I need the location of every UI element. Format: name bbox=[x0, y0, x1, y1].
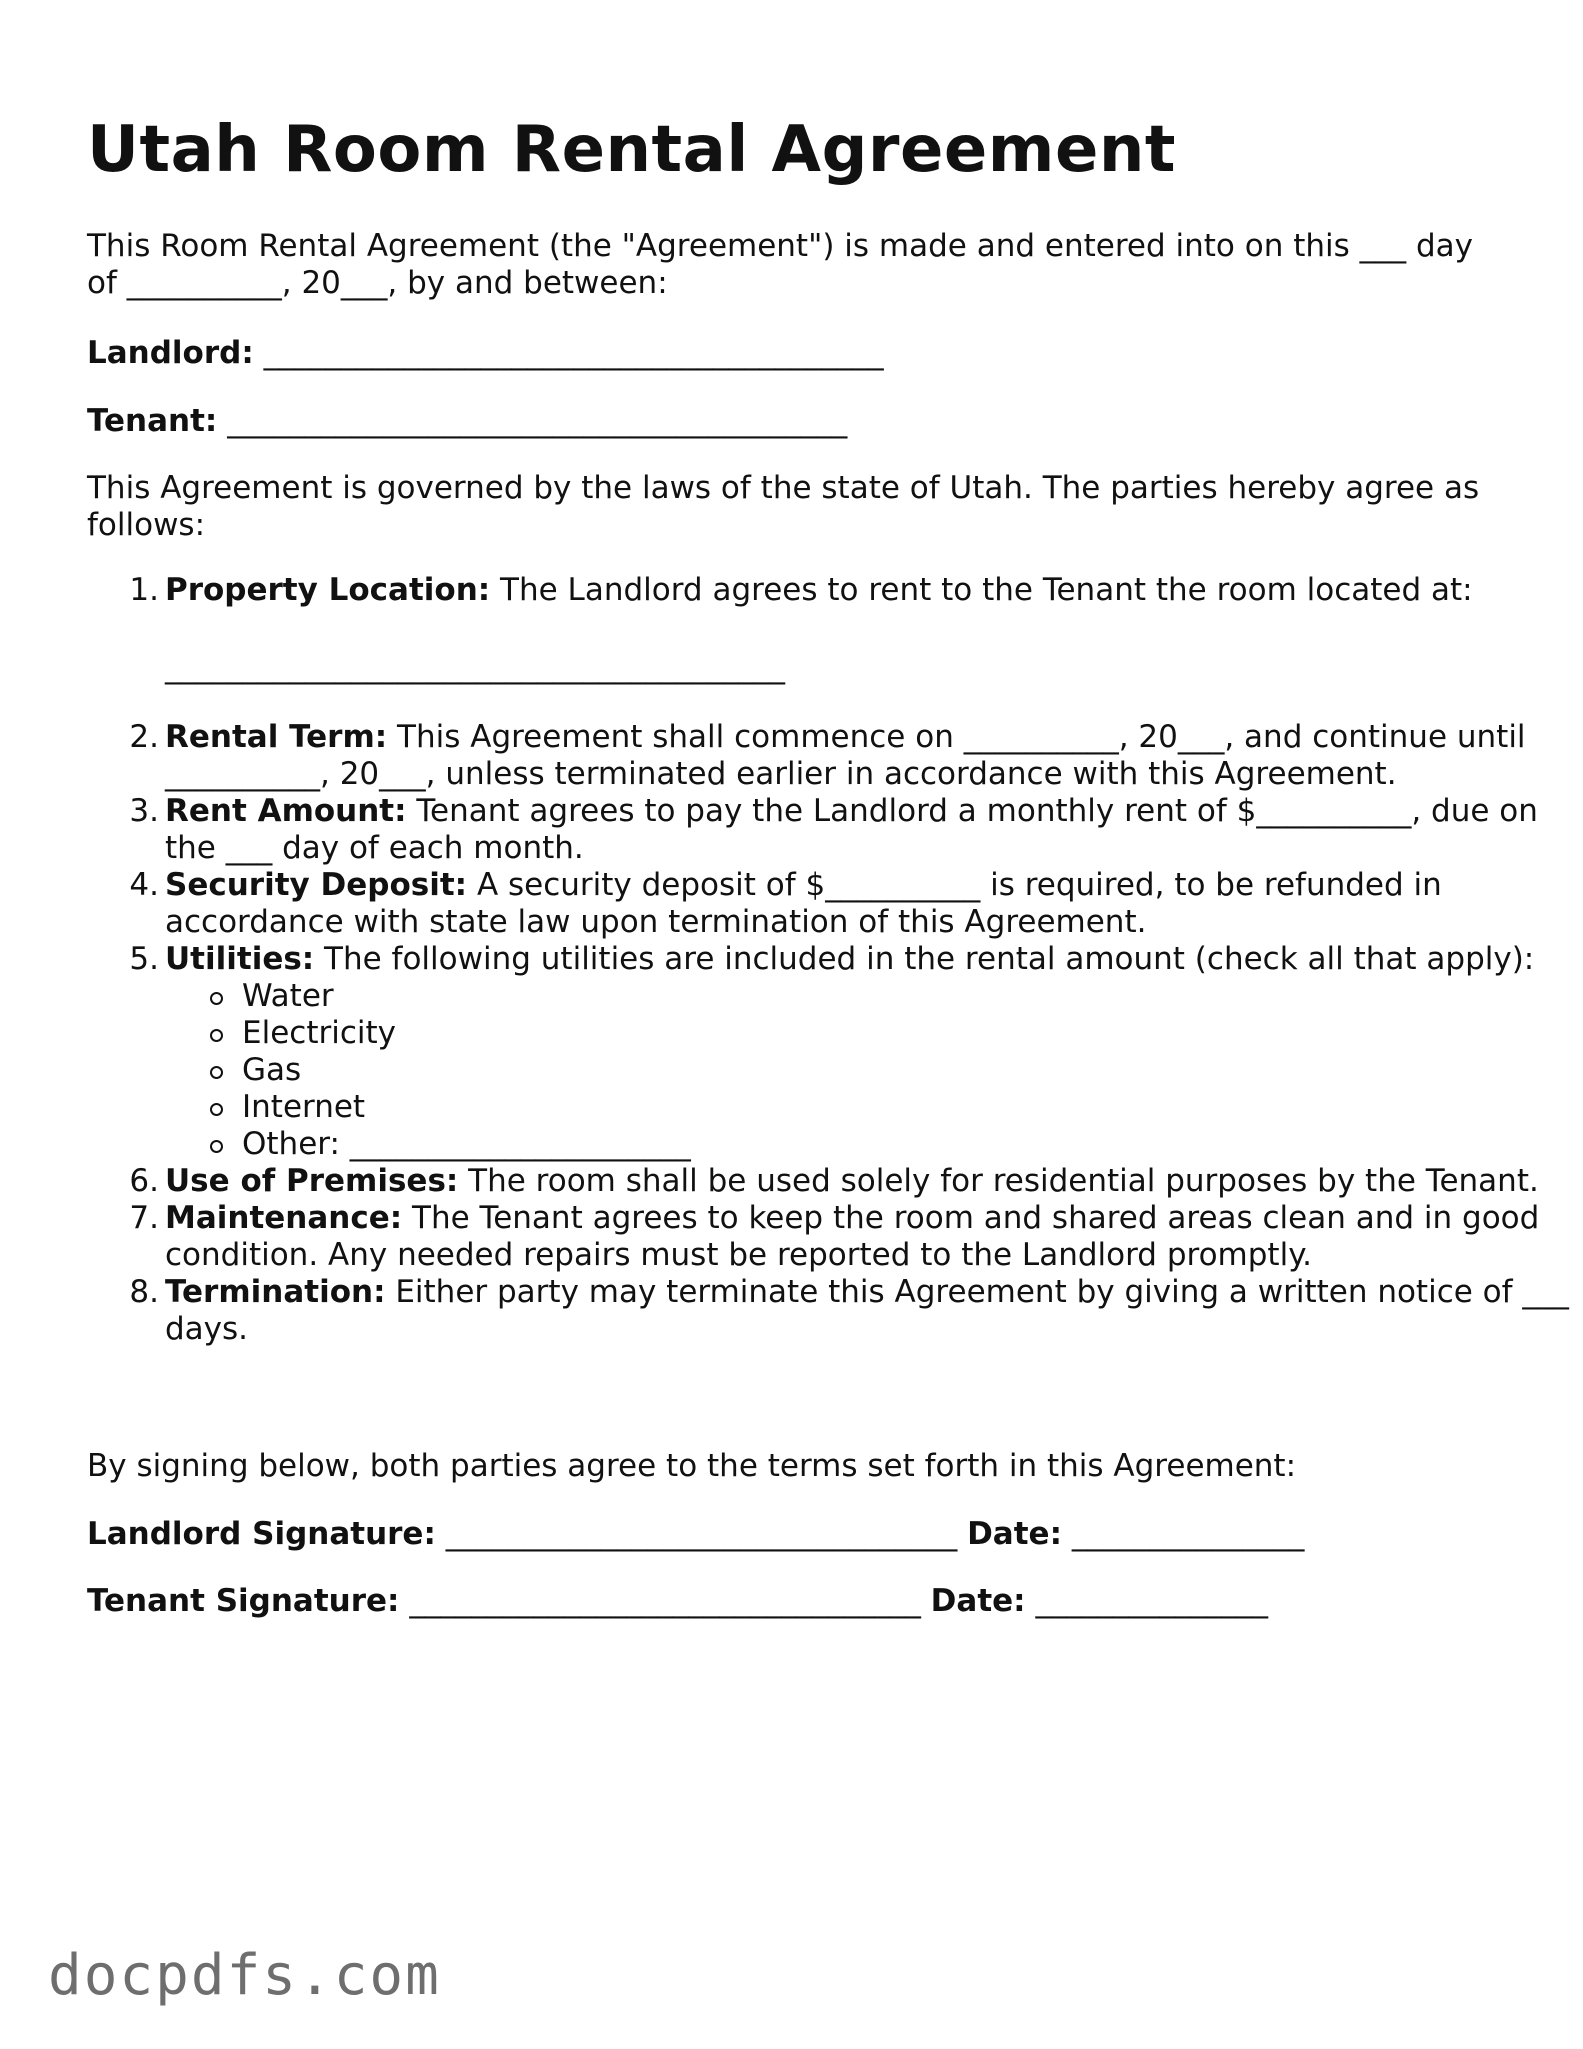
landlord-date-blank[interactable]: _______________ bbox=[1071, 1516, 1305, 1552]
term-text: Tenant agrees to pay the Landlord a monthly rent of $__________, due on the ___ day of each month. bbox=[165, 793, 1538, 866]
term-label: Use of Premises: bbox=[165, 1163, 459, 1199]
utility-option-gas[interactable]: Gas bbox=[242, 1052, 1583, 1089]
governing-law-paragraph: This Agreement is governed by the laws of the state of Utah. The parties hereby agree as follows: bbox=[87, 470, 1480, 543]
landlord-label: Landlord: bbox=[87, 335, 254, 371]
term-label: Termination: bbox=[165, 1274, 386, 1310]
term-property-location bbox=[165, 572, 1583, 686]
tenant-date-label: Date: bbox=[930, 1583, 1026, 1619]
watermark-text: docpdfs.com bbox=[48, 1943, 441, 2008]
tenant-field bbox=[87, 403, 1507, 440]
landlord-blank[interactable]: ________________________________________ bbox=[263, 335, 884, 371]
term-rental-term bbox=[165, 719, 1583, 793]
term-text: This Agreement shall commence on __________, 20___, and continue until __________, 20___, unless terminated earlier in accordance with this Agreement. bbox=[165, 719, 1526, 792]
document-title: Utah Room Rental Agreement bbox=[87, 113, 1176, 187]
term-utilities bbox=[165, 941, 1583, 1163]
term-security-deposit bbox=[165, 867, 1583, 941]
tenant-signature-label: Tenant Signature: bbox=[87, 1583, 400, 1619]
term-text: The Landlord agrees to rent to the Tenant the room located at: bbox=[500, 572, 1473, 608]
landlord-signature-blank[interactable]: _________________________________ bbox=[445, 1516, 958, 1552]
utility-option-other[interactable]: Other: ______________________ bbox=[242, 1126, 1583, 1163]
tenant-label: Tenant: bbox=[87, 403, 218, 439]
term-maintenance bbox=[165, 1200, 1583, 1274]
term-use-of-premises bbox=[165, 1163, 1583, 1200]
tenant-signature-blank[interactable]: _________________________________ bbox=[409, 1583, 921, 1619]
landlord-field bbox=[87, 335, 1507, 372]
intro-paragraph: This Room Rental Agreement (the "Agreement") is made and entered into on this ___ day of __________, 20___, by and between: bbox=[87, 228, 1473, 301]
tenant-blank[interactable]: ________________________________________ bbox=[227, 403, 848, 439]
term-label: Property Location: bbox=[165, 572, 491, 608]
term-label: Utilities: bbox=[165, 941, 315, 977]
property-address-blank[interactable]: ________________________________________ bbox=[165, 649, 785, 685]
utilities-options bbox=[165, 978, 1583, 1163]
landlord-signature-line bbox=[87, 1516, 1507, 1553]
term-text: The Tenant agrees to keep the room and shared areas clean and in good condition. Any needed repairs must be reported to the Landlord promptly. bbox=[165, 1200, 1540, 1273]
term-text: The room shall be used solely for residential purposes by the Tenant. bbox=[468, 1163, 1539, 1199]
utility-option-water[interactable]: Water bbox=[242, 978, 1583, 1015]
landlord-signature-label: Landlord Signature: bbox=[87, 1516, 436, 1552]
term-rent-amount bbox=[165, 793, 1583, 867]
term-text: A security deposit of $__________ is required, to be refunded in accordance with state law upon termination of this Agreement. bbox=[165, 867, 1442, 940]
tenant-date-blank[interactable]: _______________ bbox=[1035, 1583, 1268, 1619]
term-text: The following utilities are included in the rental amount (check all that apply): bbox=[324, 941, 1535, 977]
term-termination bbox=[165, 1274, 1583, 1348]
tenant-signature-line bbox=[87, 1583, 1507, 1620]
utility-option-internet[interactable]: Internet bbox=[242, 1089, 1583, 1126]
term-label: Maintenance: bbox=[165, 1200, 403, 1236]
term-text: Either party may terminate this Agreement by giving a written notice of ___ days. bbox=[165, 1274, 1569, 1347]
landlord-date-label: Date: bbox=[967, 1516, 1062, 1552]
term-label: Rental Term: bbox=[165, 719, 388, 755]
utility-option-electricity[interactable]: Electricity bbox=[242, 1015, 1583, 1052]
term-label: Rent Amount: bbox=[165, 793, 407, 829]
term-label: Security Deposit: bbox=[165, 867, 468, 903]
terms-list bbox=[87, 572, 1583, 1348]
closing-paragraph: By signing below, both parties agree to the terms set forth in this Agreement: bbox=[87, 1448, 1297, 1484]
